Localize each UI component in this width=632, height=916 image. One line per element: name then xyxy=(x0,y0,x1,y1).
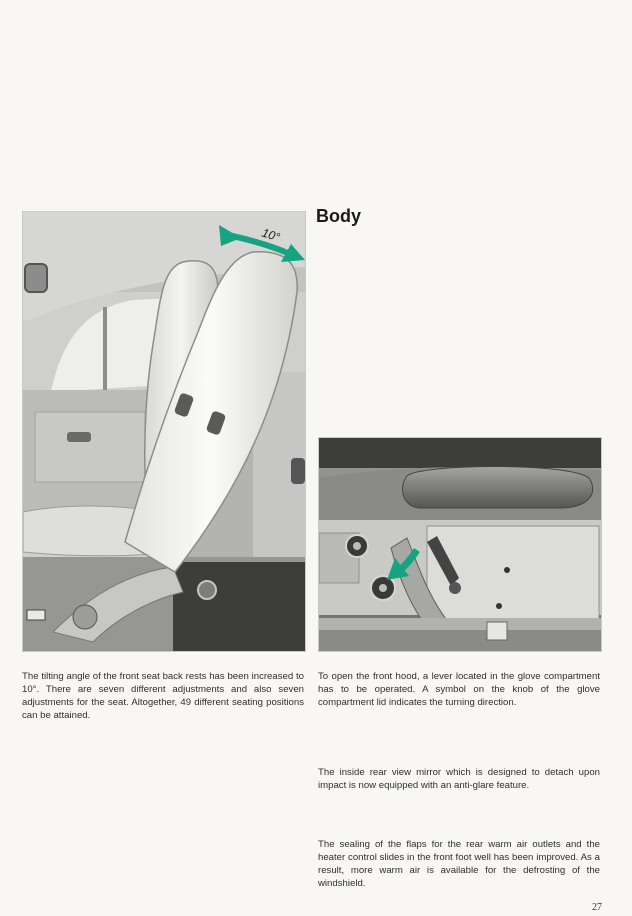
glovebox-photo xyxy=(318,437,602,652)
angle-label: 10° xyxy=(260,225,282,245)
page-number: 27 xyxy=(592,902,602,913)
sealing-description: The sealing of the flaps for the rear warm air outlets and the heater control slides in the front foot well has been improved. As a result, more warm air is available for the defrosting of the windshield. xyxy=(318,839,600,889)
hood-description: To open the front hood, a lever located in the glove compartment has to be operated. A symbol on the knob of the glove compartment lid indicates the turning direction. xyxy=(318,671,600,708)
section-title: Body xyxy=(316,206,361,226)
seat-photo xyxy=(22,211,306,652)
seat-description: The tilting angle of the front seat back rests has been increased to 10°. There are seven different adjustments and also seven adjustments for the seat. Altogether, 49 different seating positions can be attained. xyxy=(22,671,304,721)
mirror-description: The inside rear view mirror which is designed to detach upon impact is now equipped with an anti-glare feature. xyxy=(318,767,600,791)
